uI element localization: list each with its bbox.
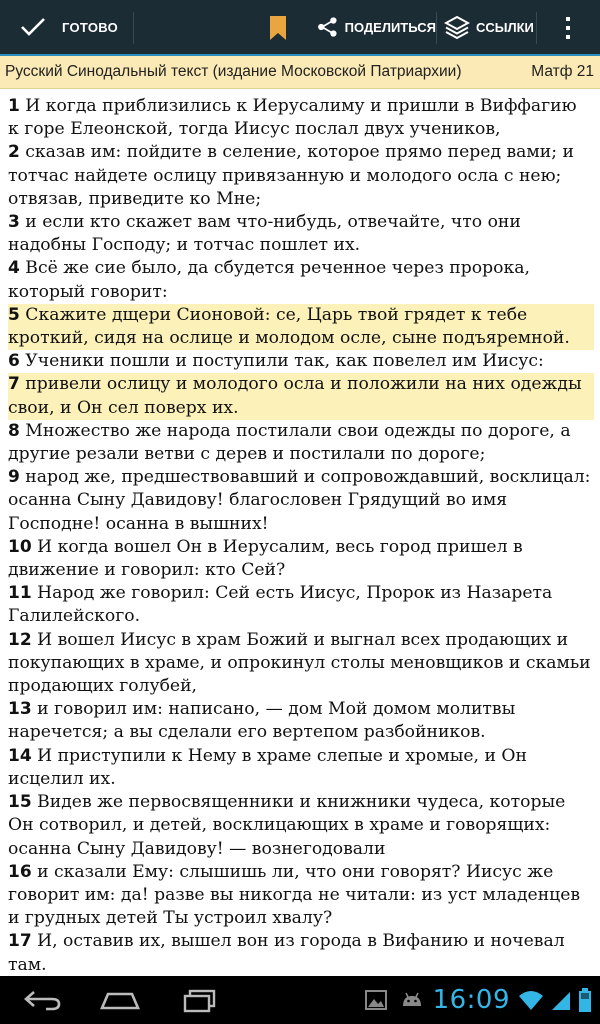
recent-apps-icon[interactable] bbox=[176, 984, 224, 1016]
verse-text: и если кто скажет вам что-нибудь, отвечайте, что они надобны Господу; и тотчас пошлет их. bbox=[8, 212, 521, 256]
verse[interactable] bbox=[8, 536, 594, 582]
verse-list bbox=[0, 89, 600, 976]
links-button[interactable] bbox=[444, 0, 534, 54]
verse-text: Народ же говорил: Сей есть Иисус, Пророк из Назарета Галилейского. bbox=[8, 583, 553, 627]
verse[interactable] bbox=[8, 466, 594, 536]
verse-text: И приступили к Нему в храме слепые и хромые, и Он исцелил их. bbox=[8, 745, 527, 789]
clock: 16:09 bbox=[432, 985, 510, 1015]
verse[interactable] bbox=[8, 791, 594, 861]
translation-title[interactable]: Русский Синодальный текст (издание Московской Патриархии) bbox=[5, 63, 462, 80]
home-icon[interactable] bbox=[96, 984, 144, 1016]
verse-number: 6 bbox=[8, 351, 20, 372]
verse-number: 2 bbox=[8, 142, 20, 163]
verse-number: 9 bbox=[8, 467, 20, 488]
verse-number: 3 bbox=[8, 212, 20, 233]
verse[interactable] bbox=[8, 420, 594, 466]
overflow-menu-icon[interactable] bbox=[556, 12, 580, 44]
verse[interactable] bbox=[8, 350, 594, 373]
system-navigation-bar bbox=[0, 976, 600, 1024]
verse-number: 11 bbox=[8, 583, 32, 604]
verse-text: И когда вошел Он в Иерусалим, весь город пришел в движение и говорил: кто Сей? bbox=[8, 536, 523, 581]
verse-text: Видев же первосвященники и книжники чудеса, которые Он сотворил, и детей, восклицающих в храме и говорящих: осанна Сыну Давидову! — вознегодовали bbox=[8, 792, 566, 859]
battery-icon bbox=[578, 987, 592, 1013]
share-icon bbox=[316, 14, 339, 40]
verse-text: Ученики пошли и поступили так, как повелел им Иисус: bbox=[19, 351, 544, 372]
verse[interactable] bbox=[8, 745, 594, 791]
verse-number: 1 bbox=[8, 96, 20, 116]
done-button[interactable] bbox=[0, 0, 133, 54]
signal-icon bbox=[550, 988, 572, 1012]
verse[interactable] bbox=[8, 141, 594, 211]
verse-text: И когда приблизились к Иерусалиму и пришли в Виффагию к горе Елеонской, тогда Иисус послал двух учеников, bbox=[8, 96, 577, 140]
verse-number: 12 bbox=[8, 629, 32, 650]
verse-number: 17 bbox=[8, 931, 32, 952]
verse-text: Скажите дщери Сионовой: се, Царь твой грядет к тебе кроткий, сидя на ослице и молодом осле, сыне подъяремной. bbox=[8, 304, 570, 349]
verse[interactable] bbox=[8, 861, 594, 931]
verse-number: 5 bbox=[8, 304, 20, 325]
layers-icon bbox=[444, 14, 470, 40]
verse-text: И вошел Иисус в храм Божий и выгнал всех продающих и покупающих в храме, и опрокинул столы меновщиков и скамьи продающих голубей, bbox=[8, 629, 591, 697]
verse-number: 4 bbox=[8, 258, 20, 279]
checkmark-icon bbox=[20, 17, 46, 37]
verse[interactable] bbox=[8, 629, 594, 699]
verse-number: 10 bbox=[8, 536, 32, 557]
share-label: ПОДЕЛИТЬСЯ bbox=[344, 19, 436, 35]
verse[interactable] bbox=[8, 257, 594, 303]
links-label: ССЫЛКИ bbox=[476, 19, 534, 35]
verse[interactable] bbox=[8, 698, 594, 744]
bible-text-view[interactable] bbox=[0, 89, 600, 976]
verse-text: Всё же сие было, да сбудется реченное через пророка, который говорит: bbox=[8, 258, 530, 302]
verse-number: 8 bbox=[8, 420, 20, 441]
verse[interactable] bbox=[8, 930, 594, 976]
chapter-reference[interactable]: Матф 21 bbox=[531, 63, 594, 80]
verse-text: сказав им: пойдите в селение, которое прямо перед вами; и тотчас найдете ослицу привязанную и молодого осла с нею; отвязав, приведите ко Мне; bbox=[8, 142, 574, 209]
verse-text: Множество же народа постилали свои одежды по дороге, а другие резали ветви с дерев и постилали по дороге; bbox=[8, 420, 571, 465]
verse-number: 15 bbox=[8, 792, 32, 813]
verse-text: народ же, предшествовавший и сопровождавший, восклицал: осанна Сыну Давидову! благословен Грядущий во имя Господне! осанна в вышних! bbox=[8, 467, 591, 534]
verse[interactable] bbox=[8, 582, 594, 628]
verse-text: привели ослицу и молодого осла и положили на них одежды свои, и Он сел поверх их. bbox=[8, 374, 582, 418]
verse[interactable] bbox=[8, 95, 594, 141]
divider bbox=[536, 12, 537, 44]
done-label: ГОТОВО bbox=[62, 19, 119, 35]
android-notification-icon bbox=[399, 987, 425, 1013]
verse-text: И, оставив их, вышел вон из города в Вифанию и ночевал там. bbox=[8, 931, 565, 975]
wifi-icon bbox=[518, 988, 544, 1012]
divider bbox=[436, 12, 437, 44]
translation-header[interactable] bbox=[0, 56, 600, 89]
highlighted-verse[interactable] bbox=[8, 373, 594, 419]
highlighted-verse[interactable] bbox=[8, 304, 594, 350]
divider bbox=[133, 12, 134, 44]
verse-number: 16 bbox=[8, 861, 32, 882]
verse-text: и говорил им: написано, — дом Мой домом молитвы наречется; а вы сделали его вертепом разбойников. bbox=[8, 699, 516, 743]
verse-number: 7 bbox=[8, 374, 20, 395]
share-button[interactable] bbox=[316, 0, 436, 54]
verse-number: 13 bbox=[8, 699, 32, 720]
bookmark-icon[interactable] bbox=[264, 14, 292, 42]
verse-text: и сказали Ему: слышишь ли, что они говорят? Иисус же говорит им: да! разве вы никогда не читали: из уст младенцев и грудных детей Ты устроил хвалу? bbox=[8, 861, 581, 929]
status-area bbox=[363, 976, 600, 1024]
verse[interactable] bbox=[8, 211, 594, 257]
gallery-notification-icon bbox=[363, 987, 389, 1013]
back-icon[interactable] bbox=[18, 984, 66, 1016]
verse-number: 14 bbox=[8, 745, 32, 766]
action-bar bbox=[0, 0, 600, 56]
